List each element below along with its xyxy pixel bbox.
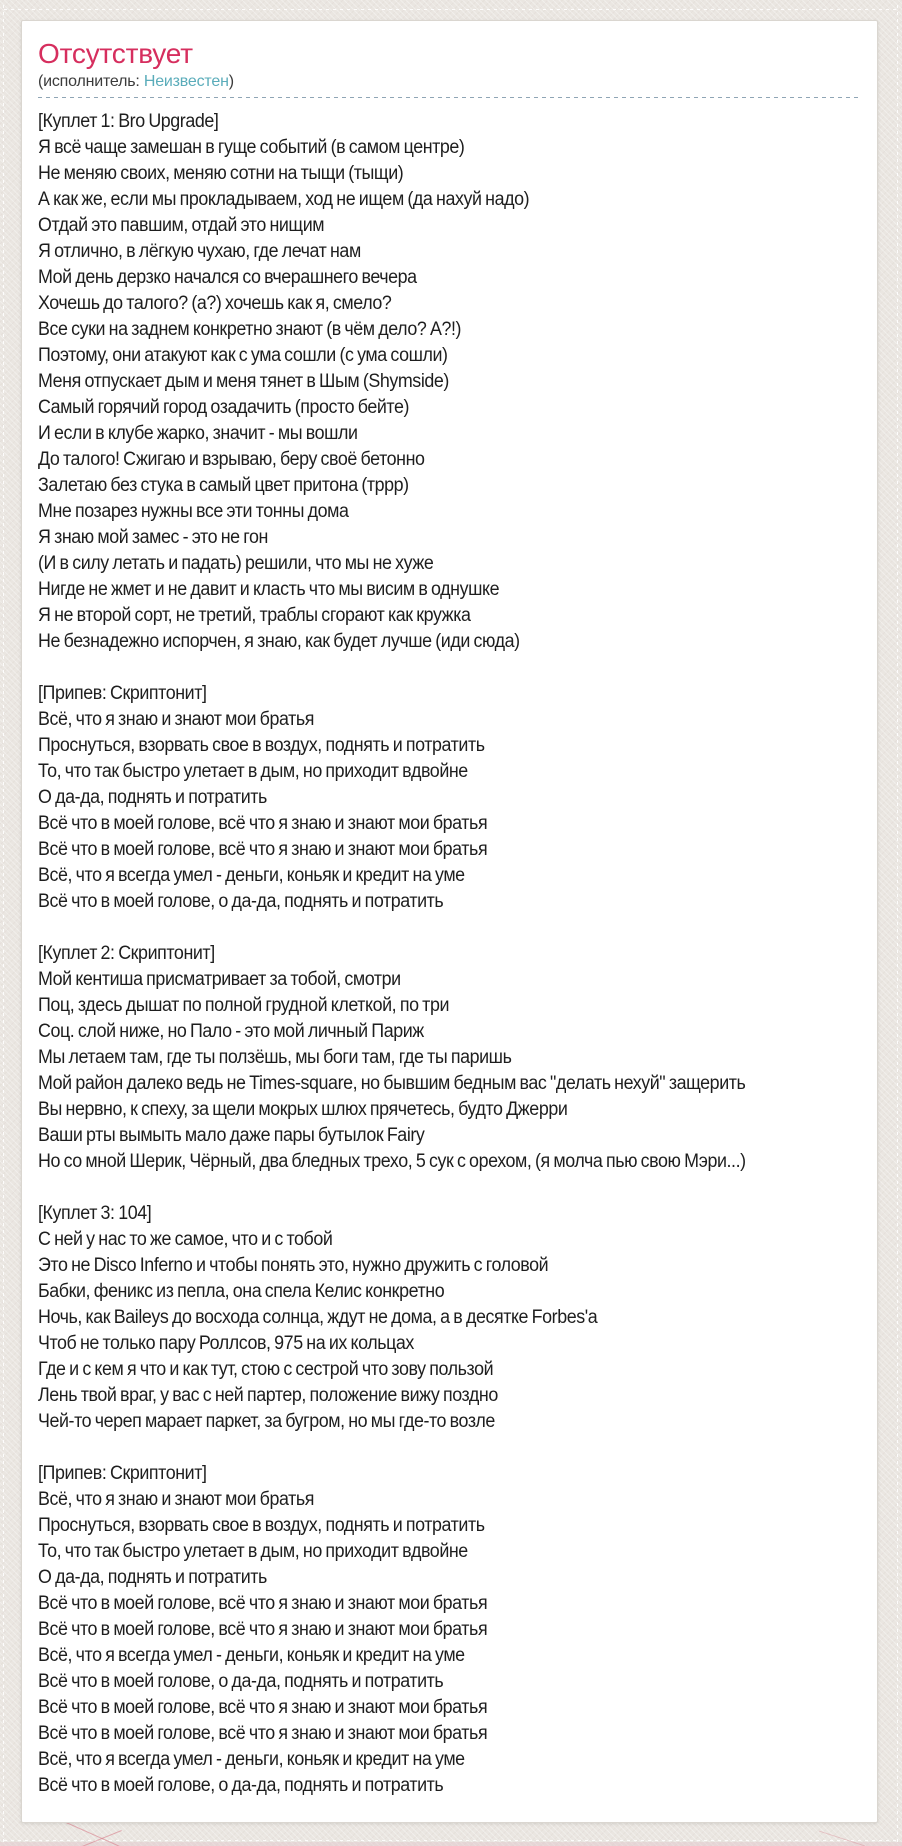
stanza [38,1461,855,1799]
lyric-line: Всё что в моей голове, всё что я знаю и знают мои братья [38,813,488,834]
lyric-line: Бабки, феникс из пепла, она спела Келис конкретно [38,1281,445,1302]
stanza [38,109,855,655]
background-seam-bottom [4,1840,898,1841]
lyric-line: Всё что в моей голове, о да-да, поднять и потратить [38,1671,444,1692]
lyric-line: Всё что в моей голове, о да-да, поднять и потратить [38,1775,444,1796]
lyric-line: Всё, что я знаю и знают мои братья [38,709,314,730]
stanza [38,1201,855,1435]
section-label: [Куплет 1: Bro Upgrade] [38,111,219,132]
lyric-line: Меня отпускает дым и меня тянет в Шым (Shymside) [38,371,449,392]
lyric-line: О да-да, поднять и потратить [38,787,267,808]
dashed-separator [38,97,861,98]
artist-link[interactable]: Неизвестен [143,73,229,90]
lyric-line: Всё, что я всегда умел - деньги, коньяк и кредит на уме [38,1749,465,1770]
section-label: [Припев: Скриптонит] [38,1463,207,1484]
lyric-line: Мне позарез нужны все эти тонны дома [38,501,349,522]
lyrics [38,109,855,1799]
lyric-line: Поц, здесь дышат по полной грудной клеткой, по три [38,995,450,1016]
lyric-line: Хочешь до талого? (а?) хочешь как я, смело? [38,293,392,314]
stanza [38,941,855,1175]
lyric-line: То, что так быстро улетает в дым, но приходит вдвойне [38,1541,468,1562]
lyric-line: То, что так быстро улетает в дым, но приходит вдвойне [38,761,468,782]
section-label: [Припев: Скриптонит] [38,683,207,704]
lyric-line: Проснуться, взорвать свое в воздух, поднять и потратить [38,735,485,756]
lyric-line: Я отлично, в лёгкую чухаю, где лечат нам [38,241,361,262]
section-label: [Куплет 3: 104] [38,1203,152,1224]
song-header [38,38,861,98]
section-label: [Куплет 2: Скриптонит] [38,943,215,964]
lyric-line: О да-да, поднять и потратить [38,1567,267,1588]
lyric-line: Лень твой враг, у вас с ней партер, положение вижу поздно [38,1385,498,1406]
lyric-line: Всё что в моей голове, всё что я знаю и знают мои братья [38,1593,488,1614]
stanza [38,681,855,915]
lyric-line: А как же, если мы прокладываем, ход не ищем (да нахуй надо) [38,189,530,210]
lyric-line: Все суки на заднем конкретно знают (в чём дело? А?!) [38,319,462,340]
background-seam-left [3,4,4,1842]
lyric-line: И если в клубе жарко, значит - мы вошли [38,423,358,444]
artist-line [38,72,861,92]
lyric-line: Чей-то череп марает паркет, за бугром, но мы где-то возле [38,1411,495,1432]
lyric-line: Всё что в моей голове, всё что я знаю и знают мои братья [38,839,488,860]
lyric-line: Всё что в моей голове, всё что я знаю и знают мои братья [38,1619,488,1640]
lyric-line: Отдай это павшим, отдай это нищим [38,215,325,236]
lyric-line: Мой район далеко ведь не Times-square, но бывшим бедным вас "делать нехуй" защерить [38,1073,746,1094]
lyric-line: Мой день дерзко начался со вчерашнего вечера [38,267,417,288]
lyric-line: Всё, что я всегда умел - деньги, коньяк и кредит на уме [38,1645,465,1666]
lyric-line: Поэтому, они атакуют как с ума сошли (с ума сошли) [38,345,448,366]
song-title: Отсутствует [38,38,193,69]
lyric-line: Я знаю мой замес - это не гон [38,527,268,548]
lyric-line: Всё, что я знаю и знают мои братья [38,1489,314,1510]
lyric-line: Нигде не жмет и не давит и класть что мы висим в однушке [38,579,500,600]
artist-label-close: ) [228,73,234,90]
lyric-line: С ней у нас то же самое, что и с тобой [38,1229,333,1250]
lyric-line: Самый горячий город озадачить (просто бейте) [38,397,410,418]
lyric-line: До талого! Сжигаю и взрываю, беру своё бетонно [38,449,425,470]
lyric-line: Соц. слой ниже, но Пало - это мой личный Париж [38,1021,424,1042]
lyric-line: Ночь, как Baileys до восхода солнца, ждут не дома, а в десятке Forbes'а [38,1307,598,1328]
lyric-line: (И в силу летать и падать) решили, что мы не хуже [38,553,434,574]
lyrics-card [21,20,878,1823]
lyric-line: Я не второй сорт, не третий, траблы сгорают как кружка [38,605,471,626]
lyric-line: Я всё чаще замешан в гуще событий (в самом центре) [38,137,465,158]
lyric-line: Всё что в моей голове, о да-да, поднять и потратить [38,891,444,912]
lyric-line: Не меняю своих, меняю сотни на тыщи (тыщи) [38,163,404,184]
lyric-line: Чтоб не только пару Роллсов, 975 на их кольцах [38,1333,414,1354]
background-bottom-band [0,1842,902,1846]
lyric-line: Где и с кем я что и как тут, стою с сестрой что зову пользой [38,1359,494,1380]
lyric-line: Мой кентиша присматривает за тобой, смотри [38,969,401,990]
lyric-line: Мы летаем там, где ты ползёшь, мы боги там, где ты паришь [38,1047,512,1068]
lyric-line: Ваши рты вымыть мало даже пары бутылок Fairy [38,1125,425,1146]
artist-label: (исполнитель: [38,73,140,90]
lyric-line: Но со мной Шерик, Чёрный, два бледных трехо, 5 сук с орехом, (я молча пью свою Мэри...) [38,1151,746,1172]
background-seam-right [897,4,898,1842]
lyric-line: Всё что в моей голове, всё что я знаю и знают мои братья [38,1697,488,1718]
lyric-line: Проснуться, взорвать свое в воздух, поднять и потратить [38,1515,485,1536]
lyric-line: Всё, что я всегда умел - деньги, коньяк и кредит на уме [38,865,465,886]
lyric-line: Не безнадежно испорчен, я знаю, как будет лучше (иди сюда) [38,631,520,652]
lyric-line: Это не Disco Inferno и чтобы понять это, нужно дружить с головой [38,1255,549,1276]
lyric-line: Вы нервно, к спеху, за щели мокрых шлюх прячетесь, будто Джерри [38,1099,568,1120]
background-seam-top [4,9,898,10]
lyric-line: Всё что в моей голове, всё что я знаю и знают мои братья [38,1723,488,1744]
lyric-line: Залетаю без стука в самый цвет притона (тррр) [38,475,409,496]
